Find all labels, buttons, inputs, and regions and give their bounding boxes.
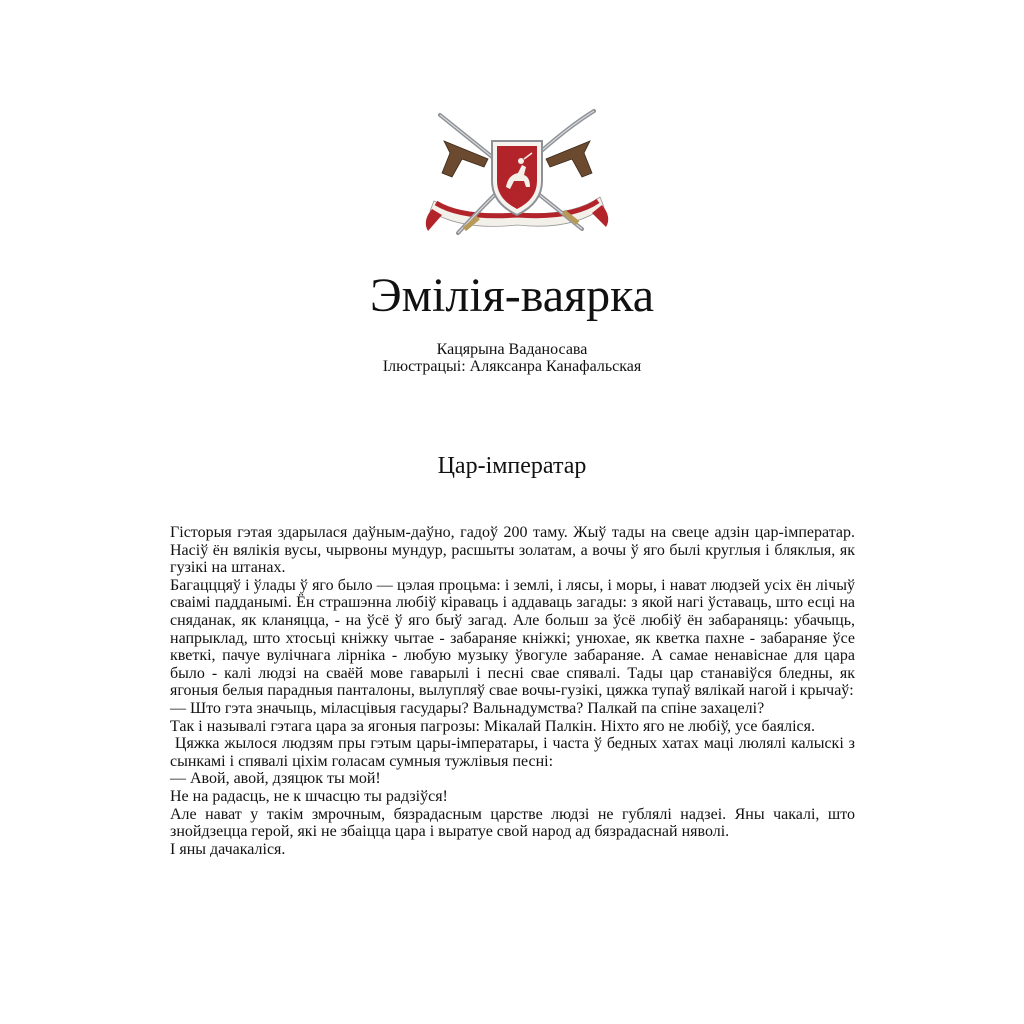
paragraph: Не на радасць, не к шчасцю ты радзіўся!	[170, 787, 448, 805]
paragraph: І яны дачакаліся.	[170, 840, 286, 858]
paragraph: Гісторыя гэтая здарылася даўным-даўно, гадоў 200 таму. Жыў тады на свеце адзін цар-імператар. Насіў ён вялікія вусы, чырвоны мундур, расшыты золатам, а вочы ў яго былі круглыя і бляклыя, як гузікі на штанах.	[170, 524, 855, 577]
paragraph: Цяжка жылося людзям пры гэтым цары-імператары, і часта ў бедных хатах маці люлялі калыскі з сынкамі і спявалі ціхім голасам сумныя тужлівыя песні:	[170, 735, 860, 770]
paragraph: Так і называлі гэтага цара за ягоныя пагрозы: Мікалай Палкін. Ніхто яго не любіў, усе баяліся.	[170, 717, 815, 735]
chapter-body	[170, 524, 860, 858]
paragraph: — Авой, авой, дзяцюк ты мой!	[170, 770, 381, 788]
paragraph: — Што гэта значыць, міласцівыя гасудары? Вальнадумства? Палкай па спіне захацелі?	[170, 699, 765, 717]
book-title: Эмілія-ваярка	[369, 269, 655, 322]
chapter-title: Цар-імператар	[437, 453, 587, 479]
paragraph: Багацццяў і ўлады ў яго было — цэлая процьма: і землі, і лясы, і моры, і нават людзей усіх ён лічыў сваімі падданымі. Ён страшэнна любіў кіраваць і аддаваць загады: з якой нагі ўставаць, што есці на сняданак, як кланяцца, - на ўсё ў яго быў загад. Але больш за ўсё любіў ён забараняць: убачыць, напрыклад, што хтосьці кніжку чытае - забараняе кніжкі; унюхае, як кветка пахне - забараняе ўсе кветкі, пачуе вулічнага лірніка - любую музыку ўвогуле забараняе. А самае ненавіснае для цара было - калі людзі на сваёй мове гаварылі і песні свае спявалі. Тады цар станавіўся бледны, як ягоныя белыя парадныя панталоны, вылупляў свае вочы-гузікі, цяжка тупаў вялікай нагой і крычаў:	[170, 576, 855, 700]
paragraph: Але нават у такім змрочным, бязрадасным царстве людзі не гублялі надзеі. Яны чакалі, што знойдзецца герой, які не збаіцца цара і выратуе свой народ ад бязрадаснай няволі.	[170, 805, 855, 841]
illustrator-credit: Ілюстрацыі: Аляксанра Канафальская	[382, 358, 642, 375]
author-name: Кацярына Ваданосава	[436, 341, 588, 358]
crossed-swords-emblem-icon	[422, 103, 612, 243]
